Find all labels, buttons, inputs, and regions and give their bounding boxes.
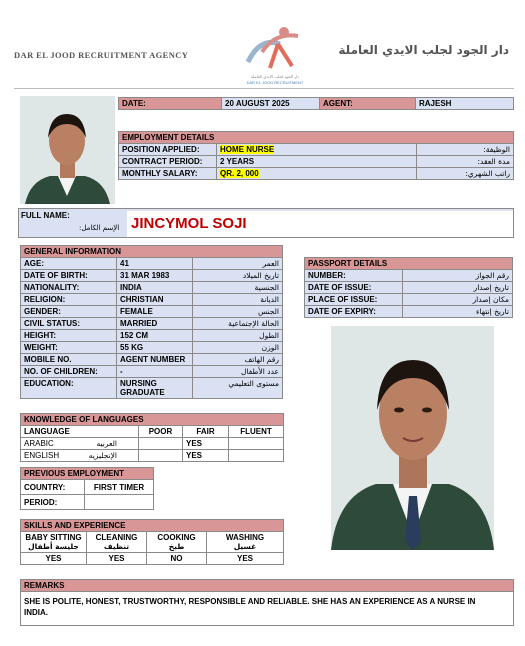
passport-number-label-ar: رقم الجواز [403,270,513,282]
civil-status-label-ar: الحالة الإجتماعية [193,318,283,330]
contract-value: 2 YEARS [217,156,417,168]
full-name-label-ar: الإسم الكامل: [79,224,120,232]
salary-label: MONTHLY SALARY: [119,168,217,180]
weight-value: 55 KG [117,342,193,354]
cooking-value: NO [147,553,207,565]
baby-sitting-value: YES [21,553,87,565]
height-label: HEIGHT: [21,330,117,342]
position-label: POSITION APPLIED: [119,144,217,156]
agency-logo [240,22,310,80]
skill-cooking: COOKING طبخ [147,532,207,553]
children-label: NO. OF CHILDREN: [21,366,117,378]
fair-header: FAIR [183,426,229,438]
country-label: COUNTRY: [21,480,85,495]
arabic-fluent [229,438,284,450]
remarks-text: SHE IS POLITE, HONEST, TRUSTWORTHY, RESPONSIBLE AND RELIABLE. SHE HAS AN EXPERIENCE AS A NURSE IN INDIA. [21,592,514,626]
full-name-label: FULL NAME: [21,211,70,220]
full-name-box [18,208,514,238]
civil-status-value: MARRIED [117,318,193,330]
language-header: LANGUAGE [21,426,139,438]
date-value: 20 AUGUST 2025 [222,98,320,110]
religion-label: RELIGION: [21,294,117,306]
passport-issue-date-label: DATE OF ISSUE: [305,282,403,294]
passport-issue-place-label-ar: مكان إصدار [403,294,513,306]
washing-value: YES [207,553,284,565]
arabic-poor [139,438,183,450]
mobile-value: AGENT NUMBER [117,354,193,366]
candidate-photo-large [331,326,494,550]
dob-label: DATE OF BIRTH: [21,270,117,282]
header-divider [14,88,514,89]
passport-number-label: NUMBER: [305,270,403,282]
period-label: PERIOD: [21,495,85,510]
previous-employment-title: PREVIOUS EMPLOYMENT [21,468,154,480]
english-poor [139,450,183,462]
passport-issue-place-label: PLACE OF ISSUE: [305,294,403,306]
employment-title: EMPLOYMENT DETAILS [119,132,514,144]
agency-name-arabic: دار الجود لجلب الايدي العاملة [338,43,509,57]
general-title: GENERAL INFORMATION [21,246,283,258]
salary-value: QR. 2, 000 [220,169,259,178]
dob-value: 31 MAR 1983 [117,270,193,282]
education-value: NURSING GRADUATE [117,378,193,399]
nationality-label-ar: الجنسية [193,282,283,294]
position-label-ar: الوظيفة: [417,144,514,156]
arabic-fair: YES [183,438,229,450]
mobile-label: MOBILE NO. [21,354,117,366]
passport-issue-date-label-ar: تاريخ إصدار [403,282,513,294]
contract-label: CONTRACT PERIOD: [119,156,217,168]
contract-label-ar: مدة العقد: [417,156,514,168]
logo-caption-english: DAR EL JOOD RECRUITMENT [246,80,304,85]
period-value [85,495,154,510]
skill-cleaning: CLEANING تنظيف [87,532,147,553]
fluent-header: FLUENT [229,426,284,438]
dob-label-ar: تاريخ الميلاد [193,270,283,282]
gender-label-ar: الجنس [193,306,283,318]
salary-label-ar: راتب الشهري: [417,168,514,180]
religion-label-ar: الديانة [193,294,283,306]
logo-caption-arabic: دار الجود لجلب الايدي العاملة [251,74,299,79]
agent-value: RAJESH [416,98,514,110]
agency-name-english: DAR EL JOOD RECRUITMENT AGENCY [14,50,189,60]
mobile-label-ar: رقم الهاتف [193,354,283,366]
age-label-ar: العمر [193,258,283,270]
gender-value: FEMALE [117,306,193,318]
religion-value: CHRISTIAN [117,294,193,306]
agent-label: AGENT: [320,98,416,110]
nationality-value: INDIA [117,282,193,294]
gender-label: GENDER: [21,306,117,318]
passport-expiry-label: DATE OF EXPIRY: [305,306,403,318]
poor-header: POOR [139,426,183,438]
country-value: FIRST TIMER [85,480,154,495]
height-label-ar: الطول [193,330,283,342]
skill-baby-sitting: BABY SITTING جليسة أطفال [21,532,87,553]
language-row-arabic: ARABIC العربيه [21,438,139,450]
height-value: 152 CM [117,330,193,342]
position-value: HOME NURSE [220,145,275,154]
education-label-ar: مستوى التعليمي [193,378,283,399]
civil-status-label: CIVIL STATUS: [21,318,117,330]
children-label-ar: عدد الأطفال [193,366,283,378]
passport-title: PASSPORT DETAILS [305,258,513,270]
languages-title: KNOWLEDGE OF LANGUAGES [21,414,284,426]
english-fluent [229,450,284,462]
education-label: EDUCATION: [21,378,117,399]
children-value: - [117,366,193,378]
passport-expiry-label-ar: تاريخ إنتهاء [403,306,513,318]
candidate-photo-small [20,96,115,204]
skills-title: SKILLS AND EXPERIENCE [21,520,284,532]
age-value: 41 [117,258,193,270]
skill-washing: WASHING غسيل [207,532,284,553]
age-label: AGE: [21,258,117,270]
date-label: DATE: [119,98,222,110]
nationality-label: NATIONALITY: [21,282,117,294]
language-row-english: ENGLISH الإنجليزيه [21,450,139,462]
remarks-title: REMARKS [21,580,514,592]
full-name-value: JINCYMOL SOJI [127,211,513,237]
weight-label-ar: الوزن [193,342,283,354]
english-fair: YES [183,450,229,462]
cleaning-value: YES [87,553,147,565]
weight-label: WEIGHT: [21,342,117,354]
